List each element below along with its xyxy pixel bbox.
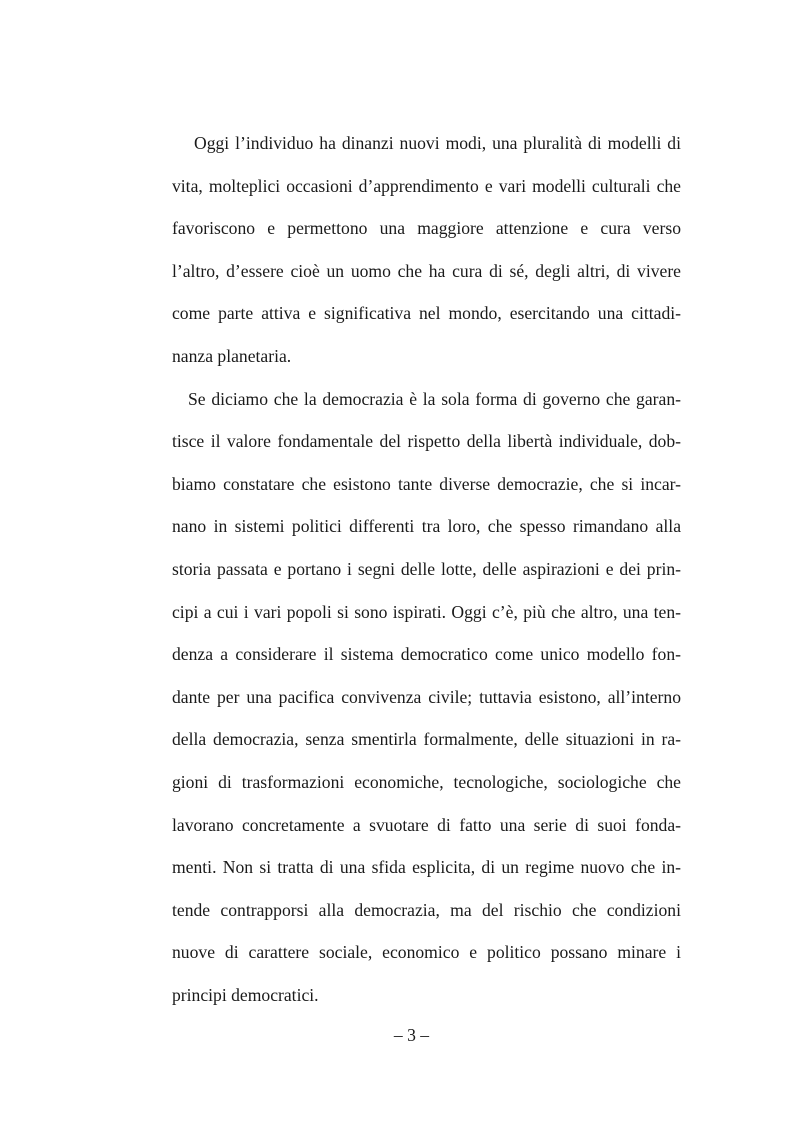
text-line: gioni di trasformazioni economiche, tecnologiche, sociologiche che: [172, 771, 681, 792]
text-line: dante per una pacifica convivenza civile; tuttavia esistono, all’interno: [172, 686, 681, 707]
text-line: Oggi l’individuo ha dinanzi nuovi modi, una pluralità di modelli di: [194, 133, 681, 153]
paragraph-2: [172, 378, 681, 1017]
text-line: Se diciamo che la democrazia è la sola forma di governo che garan-: [188, 388, 681, 409]
text-line: principi democratici.: [172, 984, 319, 1005]
text-line: cipi a cui i vari popoli si sono ispirati. Oggi c’è, più che altro, una ten-: [172, 601, 681, 622]
text-line: denza a considerare il sistema democratico come unico modello fon-: [172, 644, 681, 665]
text-line: vita, molteplici occasioni d’apprendimento e vari modelli culturali che: [172, 175, 681, 196]
text-line: nano in sistemi politici differenti tra loro, che spesso rimandano alla: [172, 516, 681, 537]
text-line: biamo constatare che esistono tante diverse democrazie, che si incar-: [172, 473, 681, 494]
text-line: l’altro, d’essere cioè un uomo che ha cura di sé, degli altri, di vivere: [172, 260, 681, 281]
paragraph-1: [172, 122, 681, 378]
body-text: [172, 122, 681, 1016]
text-line: nuove di carattere sociale, economico e politico possano minare i: [172, 942, 681, 963]
text-line: nanza planetaria.: [172, 345, 292, 366]
text-line: lavorano concretamente a svuotare di fatto una serie di suoi fonda-: [172, 814, 681, 835]
text-line: come parte attiva e significativa nel mondo, esercitando una cittadi-: [172, 303, 681, 324]
text-line: tisce il valore fondamentale del rispetto della libertà individuale, dob-: [172, 431, 681, 452]
text-line: favoriscono e permettono una maggiore attenzione e cura verso: [172, 218, 681, 239]
text-line: tende contrapporsi alla democrazia, ma del rischio che condizioni: [172, 899, 681, 920]
text-line: della democrazia, senza smentirla formalmente, delle situazioni in ra-: [172, 729, 681, 750]
text-line: menti. Non si tratta di una sfida esplicita, di un regime nuovo che in-: [172, 857, 681, 878]
text-line: storia passata e portano i segni delle lotte, delle aspirazioni e dei prin-: [172, 558, 681, 579]
page-number: – 3 –: [393, 1025, 430, 1045]
